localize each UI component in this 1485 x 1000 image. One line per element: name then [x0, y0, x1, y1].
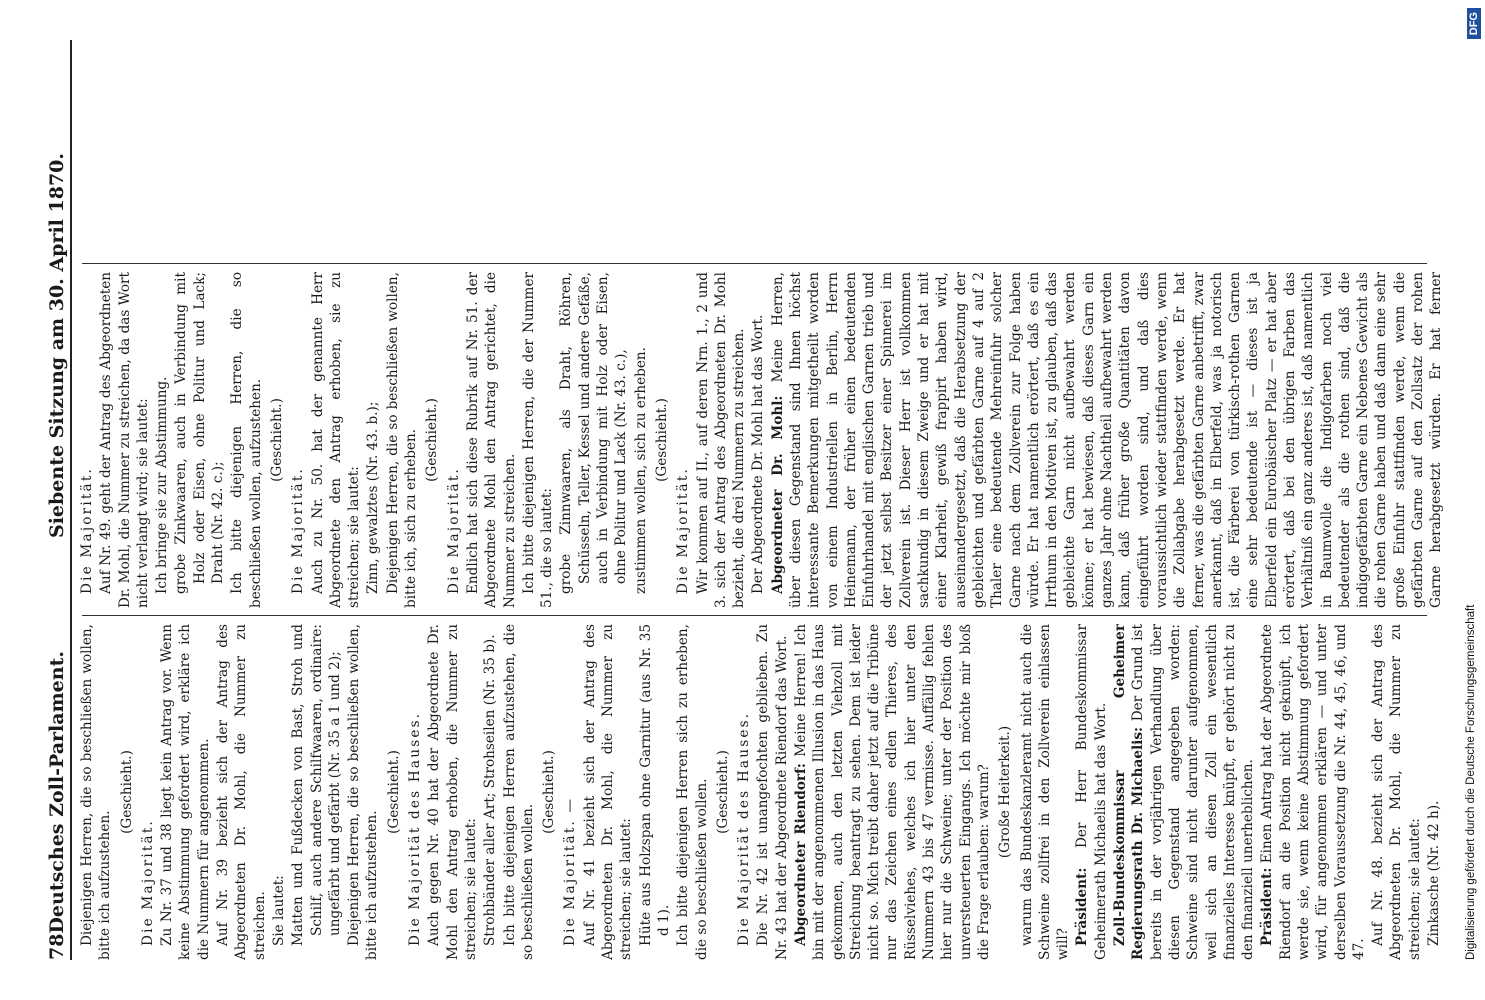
- stage-direction: (Geschieht.): [268, 398, 285, 482]
- stage-direction: (Geschieht.): [118, 750, 135, 834]
- speech: [1111, 624, 1257, 960]
- speaker-name: Abgeordneter Dr. Mohl:: [769, 395, 786, 594]
- speech-text: Der Herr Bundeskommissar Geheimerath Michaelis hat das Wort.: [1074, 624, 1109, 960]
- speech-text: Der Grund ist bereits in der vorjährigen Verhandlung über diesen Gegenstand angegeben worden: Schweine sind nicht darunter aufgenommen, weil sich an diesen Zoll ein wesentlich finanzielles Interesse knüpft, er gehört nicht zu den finanziell unerheblichen.: [1130, 624, 1257, 960]
- speaker-name: Abgeordneter Riendorf:: [792, 763, 809, 946]
- paragraph: Auf Nr. 49. geht der Antrag des Abgeordneten Dr. Mohl, die Nummer zu streichen, da das Wort nicht verlangt wird; sie lautet:: [98, 272, 151, 608]
- column-divider: [82, 615, 1427, 616]
- speech: [769, 272, 1445, 608]
- stage-direction: (Geschieht.): [714, 750, 731, 834]
- paragraph: Auf Nr. 41 bezieht sich der Antrag des Abgeordneten Dr. Mohl, die Nummer zu streichen; sie lautet:: [581, 624, 635, 960]
- paragraph: Ich bitte diejenigen Herren, die so beschließen wollen, aufzustehen.: [229, 272, 264, 608]
- speaker-name: Zoll-Bundeskommissar Geheimer Regierungsrath Dr. Michaelis:: [1112, 624, 1147, 960]
- tariff-item: Hüte aus Holzspan ohne Garnitur (aus Nr. 35 d 1).: [637, 624, 672, 946]
- paragraph: Wir kommen auf II., auf deren Nrn. 1., 2 und 3. sich der Antrag des Abgeordneten Dr. Mohl bezieht, die drei Nummern zu streichen.: [694, 272, 748, 608]
- vote-result: Die Majorität. —: [562, 796, 579, 946]
- tariff-item: grobe Zinkwaaren, auch in Verbindung mit Holz oder Eisen, ohne Politur und Lack; Draht (Nr. 42. c.);: [173, 272, 227, 594]
- vote-result: Die Majorität.: [675, 466, 692, 594]
- paragraph: Auf Nr. 39 bezieht sich der Antrag des Abgeordneten Dr. Mohl, die Nummer zu streichen.: [215, 624, 268, 960]
- paragraph: Ich bringe sie zur Abstimmung.: [154, 376, 171, 594]
- paragraph: Zu Nr. 37 und 38 liegt kein Antrag vor. Wenn keine Abstimmung gefordert wird, erkläre ich die Nummern für angenommen.: [159, 624, 212, 960]
- paragraph: Die Nr. 42 ist unangefochten geblieben. Zu Nr. 43 hat der Abgeordnete Riendorf das Wort.: [755, 624, 790, 960]
- paragraph: Diejenigen Herren, die so beschließen wollen, bitte ich aufzustehen.: [79, 624, 114, 960]
- text-column-middle: [78, 272, 1445, 608]
- tariff-item: Matten und Fußdecken von Bast, Stroh und Schilf, auch andere Schilfwaaren, ordinaire: ungefärbt und gefärbt (Nr. 35 a 1 und 2);: [290, 624, 343, 946]
- vote-result: Die Majorität.: [445, 466, 462, 594]
- paragraph: Auch zu Nr. 50. hat der genannte Herr Abgeordnete den Antrag erhoben, sie zu streichen; sie lautet:: [309, 272, 363, 608]
- vote-result: Die Majorität.: [139, 818, 156, 946]
- paragraph: zustimmen wollen, sich zu erheben.: [632, 347, 649, 594]
- paragraph: Ich bitte diejenigen Herren sich zu erheben, die so beschließen wollen.: [675, 624, 710, 960]
- stage-direction: (Geschieht.): [385, 750, 402, 834]
- paragraph: Endlich hat sich diese Rubrik auf Nr. 51. der Abgeordnete Mohl den Antrag gerichtet, die Nummer zu streichen.: [464, 272, 518, 608]
- stage-direction: (Große Heiterkeit.): [997, 725, 1014, 859]
- vote-result: Die Majorität.: [290, 466, 307, 594]
- speech: [1073, 624, 1110, 960]
- paragraph: Diejenigen Herren, die so beschließen wollen, bitte ich, sich zu erheben.: [384, 272, 420, 608]
- tariff-item: grobe Zinnwaaren, als Draht, Röhren, Schüsseln, Teller, Kessel und andere Gefäße, auch in Verbindung mit Holz oder Eisen, ohne Politur und Lack (Nr. 43. c.),: [558, 272, 630, 594]
- speech-text: Einen Antrag hat der Abgeordnete Riendorf an die Position nicht geknüpft, ich werde sie, wenn keine Abstimmung gefordert wird, für angenommen erklären — und unter derselben Voraussetzung die Nr. 44, 45, 46, und 47.: [1259, 624, 1367, 960]
- speaker-name: Präsident:: [1074, 867, 1091, 946]
- page-number: 78: [46, 933, 68, 960]
- tariff-item: Zinn, gewalztes (Nr. 43. b.);: [365, 401, 382, 594]
- tariff-item: Strohbänder aller Art; Strohseilen (Nr. 35 b).: [482, 634, 499, 946]
- tariff-item: Zinkasche (Nr. 42 h).: [1426, 800, 1443, 946]
- session-title: Siebente Sitzung am 30. April 1870.: [46, 153, 68, 539]
- paragraph: Diejenigen Herren, die so beschließen wollen, bitte ich aufzustehen.: [346, 624, 381, 960]
- vote-result: Die Majorität des Hauses.: [407, 711, 424, 946]
- column-divider: [82, 263, 1427, 264]
- paragraph: Auch gegen Nr. 40 hat der Abgeordnete Dr. Mohl den Antrag erhoben, die Nummer zu streichen; sie lautet:: [426, 624, 479, 960]
- speech: [792, 624, 993, 960]
- dfg-logo: DFG: [1467, 8, 1481, 39]
- paragraph: [1444, 624, 1445, 960]
- stage-direction: (Geschieht.): [653, 398, 670, 482]
- text-column-right: [78, 0, 1445, 256]
- paragraph: Sie lautet:: [270, 875, 287, 946]
- paragraph: Ich bitte diejenigen Herren aufzustehen, die so beschließen wollen.: [501, 624, 536, 960]
- page-header: [38, 40, 72, 960]
- paragraph: Ich bitte diejenigen Herren, die der Nummer 51., die so lautet:: [520, 272, 556, 608]
- speech: [1258, 624, 1368, 960]
- paragraph: warum das Bundeskanzleramt nicht auch die Schweine zollfrei in den Zollverein einlassen will?: [1018, 624, 1072, 960]
- paragraph: Der Abgeordnete Dr. Mohl hat das Wort.: [750, 314, 767, 594]
- speech-text: Meine Herren, über diesen Gegenstand sind Ihnen höchst interessante Bemerkungen mitgetheilt worden von einem Industriellen in Berlin, Herrn Heinemann, der früher einen bedeutenden Einfuhrhandel mit englischen Garnen trieb und der jetzt selbst Besitzer einer Spinnerei im Zollverein ist. Dieser Herr ist vollkommen sachkundig in diesem Zweige und er hat mit einer Klarheit, gewiß frappirt haben wird, auseinandergesetzt, daß die Herabsetzung der gebleichten und gefärbten Garne auf 4 auf 2 Thaler eine bedeutende Mehreinfuhr solcher Garne nach dem Zollverein zur Folge haben würde. Er hat namentlich erörtert, daß es ein Irrthum in den Motiven ist, zu glauben, daß das gebleichte Garn nicht aufbewahrt werden könne; er hat bewiesen, daß dieses Garn ein ganzes Jahr ohne Nachtheil aufbewahrt werden kann, daß früher große Quantitäten davon eingeführt worden sind, und daß dies voraussichtlich wieder stattfinden werde, wenn die Zollabgabe herabgesetzt werde. Er hat ferner, was die gefärbten Garne anbetrifft, zwar anerkannt, daß in Elberfeld, was ja notorisch ist, die Färberei von türkisch-rothen Garnen eine sehr bedeutende ist — dieses ist ja Elberfeld ein Eurobäischer Platz — er hat aber erörtert, daß bei den übrigen Farben das Verhältniß ein ganz anderes ist, daß namentlich in Baumwolle die Indigofarben noch viel bedeutender als die rothen sind, daß die indigogefärbten Garne ein Nebenes Gewicht als die rohen Garne haben und daß dann eine sehr große Einfuhr stattfinden werde, wenn die gefärbten Garne auf den Zollsatz der rohen Garne herabgesetzt würden. Er hat ferner: [769, 272, 1445, 608]
- vote-result: Die Majorität des Hauses.: [736, 711, 753, 946]
- digitization-credit: Digitalisierung gefördert durch die Deutsche Forschungsgemeinschaft: [1465, 604, 1477, 960]
- stage-direction: (Geschieht.): [424, 398, 441, 482]
- stage-direction: (Geschieht.): [541, 750, 558, 834]
- vote-result: Die Majorität.: [79, 466, 95, 594]
- running-title: Deutsches Zoll-Parlament.: [46, 651, 68, 934]
- text-column-left: [78, 624, 1445, 960]
- speech-text: Meine Herren! Ich bin mit der angenommenen Illusion in das Haus gekommen, auch den letzten Viehzoll mit Streichung beantragt zu sehen. Dem ist leider nicht so. Mich treibt daher jetzt auf die Tribüne nur das Zeichen eines edlen Thieres, des Rüsselviehes, welches ich hier unter den Nummern 43 bis 47 vermisse. Auffällig fehlen hier nur die Schweine; unter der Position des unversteuerten Eingangs. Ich möchte mir bloß die Frage erlauben: warum?: [792, 624, 992, 960]
- speaker-name: Präsident:: [1259, 867, 1276, 946]
- paragraph: Auf Nr. 48. bezieht sich der Antrag des Abgeordneten Dr. Mohl, die Nummer zu streichen; sie lautet:: [1370, 624, 1423, 960]
